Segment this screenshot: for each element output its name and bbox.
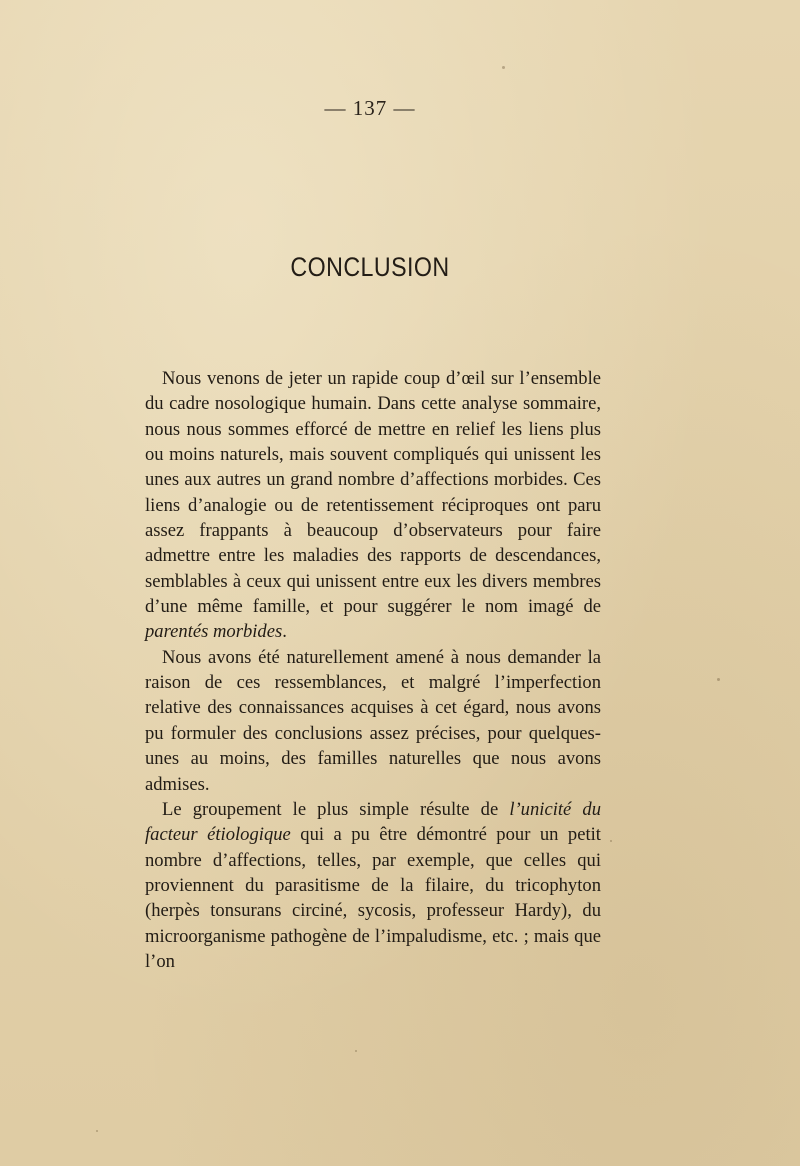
paragraph-1-end: .: [282, 621, 287, 643]
chapter-heading: CONCLUSION: [290, 252, 450, 282]
paper-speck: [610, 840, 612, 842]
paper-speck: [502, 66, 505, 69]
paper-speck: [717, 678, 720, 681]
paper-speck: [355, 1050, 357, 1052]
paragraph-2: [145, 645, 601, 797]
body-text: [145, 366, 601, 974]
paragraph-3-end: qui a pu être démontré pour un petit nombre d’affections, telles, par exemple, que celles qui proviennent du parasitisme de la filaire, du tricophyton (herpès tonsurans circiné, sycosis, professeur Hardy), du microorganisme pathogène de l’impaludisme, etc. ; mais que l’on: [145, 824, 601, 972]
paragraph-3-text: Le groupement le plus simple résulte de: [162, 798, 510, 820]
paragraph-2-text: Nous avons été naturellement amené à nous demander la raison de ces ressemblances, et malgré l’imperfection relative des connaissances acquises à cet égard, nous avons pu formuler des conclusions assez précises, pour quelques-unes au moins, des familles naturelles que nous avons admises.: [145, 646, 601, 795]
page-number: — 137 —: [324, 96, 416, 120]
paragraph-1: [145, 366, 601, 645]
paper-speck: [96, 1130, 98, 1132]
paragraph-1-text: Nous venons de jeter un rapide coup d’œil sur l’ensemble du cadre nosologique humain. Dans cette analyse sommaire, nous nous sommes efforcé de mettre en relief les liens plus ou moins naturels, mais souvent compliqués qui unissent les unes aux autres un grand nombre d’affections morbides. Ces liens d’analogie ou de retentissement réciproques ont paru assez frappants à beaucoup d’observateurs pour faire admettre entre les maladies des rapports de descendances, semblables à ceux qui unissent entre eux les divers membres d’une même famille, et pour suggérer le nom imagé de: [145, 368, 601, 618]
paragraph-3: [145, 797, 601, 974]
paragraph-1-italic-term: parentés morbides: [145, 621, 283, 643]
paragraph-3-italic-term: l’unicité du facteur étiologique: [145, 798, 601, 846]
